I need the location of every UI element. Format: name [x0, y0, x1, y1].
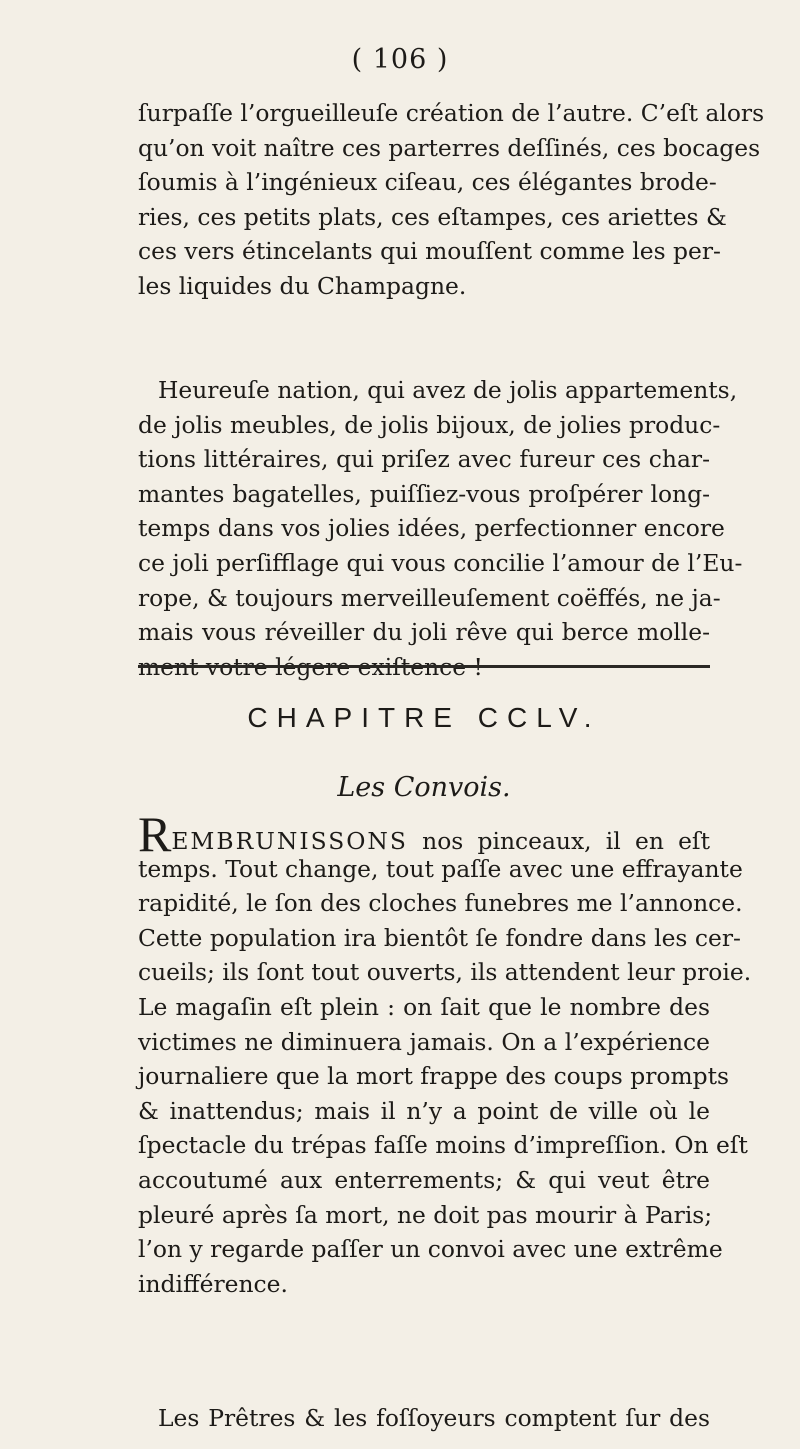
text-line: ment votre légere exiſtence ! — [138, 652, 483, 681]
text-line: mais vous réveiller du joli rêve qui berce molle- — [138, 618, 710, 647]
paragraph-heureuse-nation — [138, 373, 743, 684]
chapter-heading: CHAPITRE CCLV. — [247, 702, 601, 733]
text-line: temps dans vos jolies idées, perfectionner encore — [138, 514, 725, 543]
chapter-title: Les Convois. — [337, 772, 511, 803]
text-line: ces vers étincelants qui mouſſent comme les per- — [138, 237, 721, 266]
text-line: victimes ne diminuera jamais. On a l’expérience — [138, 1027, 710, 1056]
text-line: ſpectacle du trépas faſſe moins d’impreſſion. On eſt — [138, 1131, 748, 1160]
paragraph-pretres — [138, 1401, 710, 1436]
text-line: de jolis meubles, de jolis bijoux, de jolies produc- — [138, 410, 721, 439]
text-line: journaliere que la mort frappe des coups prompts — [138, 1062, 730, 1091]
text-line: pleuré après ſa mort, ne doit pas mourir à Paris; — [138, 1200, 713, 1229]
page-number: ( 106 ) — [351, 44, 449, 75]
text-line: cueils; ils ſont tout ouverts, ils attendent leur proie. — [138, 958, 752, 987]
first-word-small-caps: EMBRUNISSONS — [171, 827, 408, 855]
text-line: tions littéraires, qui priſez avec fureur ces char- — [138, 445, 710, 474]
text-line: accoutumé aux enterrements; & qui veut être — [138, 1165, 710, 1194]
section-divider-rule — [138, 665, 710, 668]
text-line: ſurpaſſe l’orgueilleuſe création de l’autre. C’eſt alors — [138, 99, 765, 127]
text-line: l’on y regarde paſſer un convoi avec une extrême — [138, 1235, 723, 1264]
text-line: Cette population ira bientôt ſe fondre dans les cer- — [138, 923, 741, 952]
text-line: ce joli perſifflage qui vous concilie l’amour de l’Eu- — [138, 548, 743, 577]
text-line: rapidité, le ſon des cloches funebres me l’annonce. — [138, 889, 743, 918]
text-line: indifférence. — [138, 1269, 288, 1298]
paragraph-continuation — [138, 96, 765, 304]
paragraph-convois — [138, 806, 752, 1301]
first-line-rest: nos pinceaux, il en eſt — [407, 827, 710, 855]
text-line: les liquides du Champagne. — [138, 271, 467, 300]
text-line: temps. Tout change, tout paſſe avec une effrayante — [138, 854, 743, 883]
text-line: qu’on voit naître ces parterres deſſinés, ces bocages — [138, 133, 761, 162]
text-line: Le magaſin eſt plein : on ſait que le nombre des — [138, 992, 710, 1021]
text-line: Les Prêtres & les foſſoyeurs comptent ſur des — [158, 1404, 710, 1432]
text-line: ſoumis à l’ingénieux ciſeau, ces élégantes brode- — [138, 168, 717, 197]
text-line: mantes bagatelles, puiſſiez-vous proſpérer long- — [138, 479, 710, 508]
drop-cap: R — [138, 806, 172, 862]
text-line: ries, ces petits plats, ces eſtampes, ces ariettes & — [138, 202, 727, 231]
text-line: Heureuſe nation, qui avez de jolis appartements, — [158, 376, 738, 404]
text-line: & inattendus; mais il n’y a point de ville où le — [138, 1096, 710, 1125]
text-line-first — [138, 806, 710, 862]
text-line: rope, & toujours merveilleuſement coëffés, ne ja- — [138, 583, 721, 612]
